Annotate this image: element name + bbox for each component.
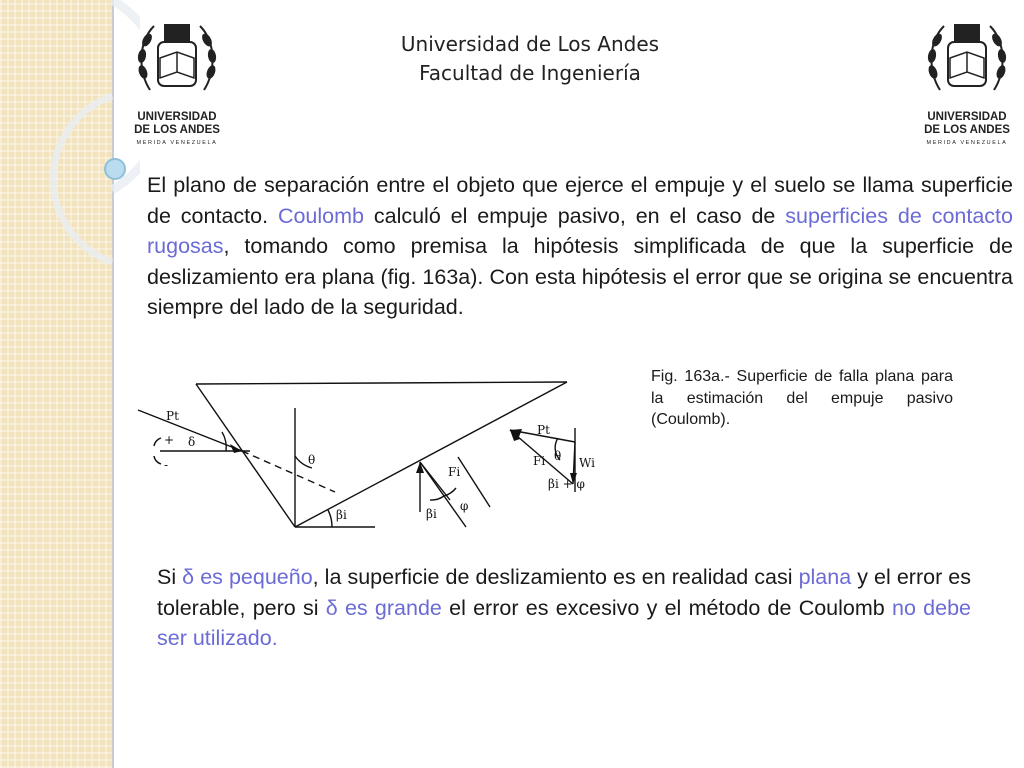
intro-text-3: , tomando como premisa la hipótesis simplificada de que la superficie de deslizamiento era plana (fig. 163a). Con esta hipótesis el error que se origina se encuentra siempre del lado de la seguridad.: [147, 234, 1013, 319]
conclusion-highlight-small-delta: δ es pequeño: [182, 565, 313, 589]
svg-text:MERIDA VENEZUELA: MERIDA VENEZUELA: [136, 140, 218, 146]
wall-back-line: [196, 384, 295, 527]
label-pt-right: Pt: [537, 423, 550, 437]
label-theta-right: θ: [554, 449, 562, 463]
label-delta: δ: [188, 435, 196, 449]
intro-highlight-surfaces: superficies de contacto rugosas: [147, 203, 1013, 258]
label-beta-i-left: βi: [336, 508, 347, 522]
header-university: Universidad de Los Andes: [400, 32, 660, 56]
intro-text-2: calculó el empuje pasivo, en el caso de: [363, 203, 786, 228]
intro-highlight-coulomb: Coulomb: [277, 203, 364, 228]
conclusion-text-2: , la superficie de deslizamiento es en realidad casi: [312, 565, 799, 589]
university-logo-right: [920, 12, 1014, 148]
label-wi: Wi: [579, 456, 595, 470]
university-logo-left: [130, 12, 224, 148]
svg-text:UNIVERSIDAD: UNIVERSIDAD: [137, 111, 217, 123]
label-plus: +: [164, 433, 175, 447]
conclusion-highlight-large-delta: δ es grande: [325, 595, 442, 620]
svg-text:DE LOS ANDES: DE LOS ANDES: [924, 124, 1010, 136]
conclusion-text-3: y el error es tolerable, pero si: [157, 565, 971, 620]
label-fi-mid: Fi: [448, 465, 461, 479]
label-beta-plus-phi: βi + φ: [548, 477, 585, 491]
paragraph-conclusion: [157, 562, 971, 654]
failure-plane-line: [295, 382, 567, 527]
label-theta: θ: [308, 453, 316, 467]
label-minus: -: [164, 458, 169, 472]
paragraph-intro: [147, 170, 1013, 323]
svg-text:MERIDA VENEZUELA: MERIDA VENEZUELA: [926, 140, 1008, 146]
svg-text:UNIVERSIDAD: UNIVERSIDAD: [927, 111, 1007, 123]
label-beta-i-mid: βi: [426, 507, 437, 521]
label-phi-mid: φ: [460, 499, 469, 513]
label-fi-right: Fi: [533, 454, 546, 468]
svg-text:DE LOS ANDES: DE LOS ANDES: [134, 124, 220, 136]
decorative-arcs: [0, 0, 140, 768]
page-header: [300, 30, 760, 88]
decorative-dot: [105, 159, 125, 179]
conclusion-text-4: el error es excesivo y el método de Coulomb: [441, 595, 892, 620]
coulomb-failure-diagram: [130, 372, 610, 540]
header-faculty: Facultad de Ingeniería: [419, 61, 641, 85]
conclusion-text-1: Si: [157, 565, 183, 589]
conclusion-highlight-plana: plana: [798, 565, 852, 589]
intro-text-1: El plano de separación entre el objeto que ejerce el empuje y el suelo se llama superficie de contacto.: [147, 173, 1013, 228]
figure-caption: Fig. 163a.- Superficie de falla plana para la estimación del empuje pasivo (Coulomb).: [651, 368, 953, 428]
ground-surface-line: [196, 382, 567, 384]
conclusion-highlight-not-used: no debe ser utilizado.: [157, 595, 971, 650]
label-pt-left: Pt: [166, 409, 179, 423]
